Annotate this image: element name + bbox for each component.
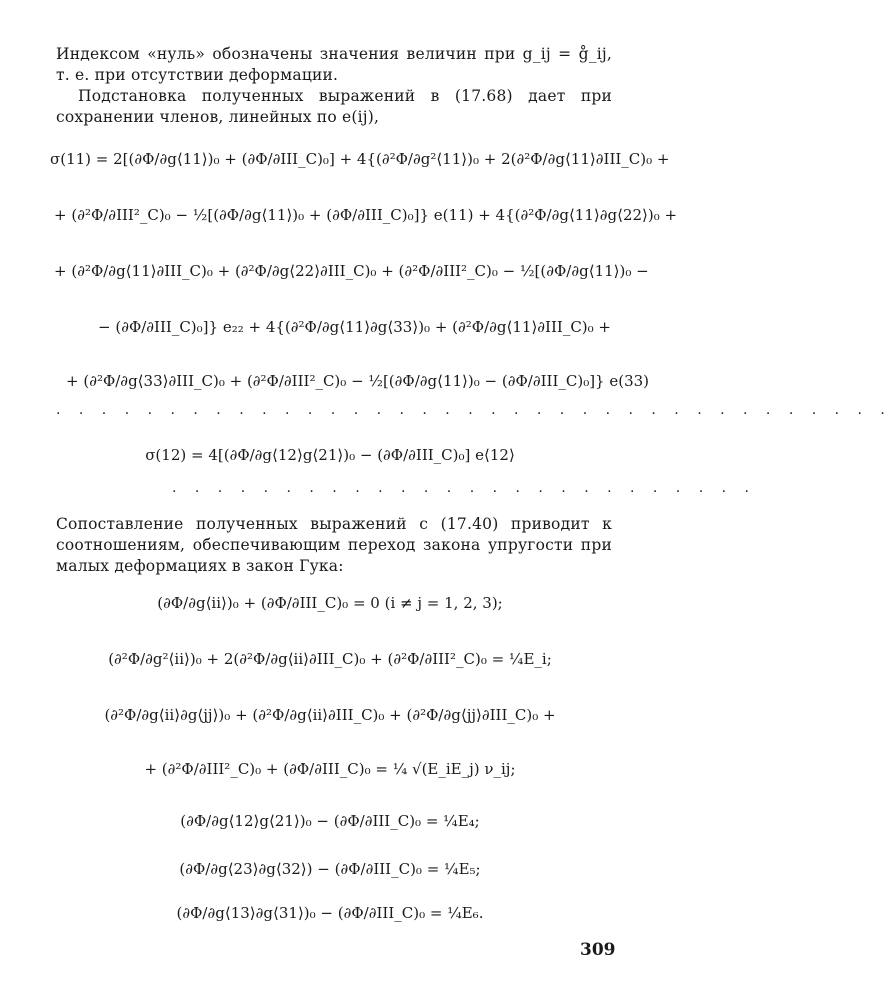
- paragraph-intro: Индексом «нуль» обозначены значения величин при g_ij = g̊_ij, т. е. при отсутствии деформации.: [56, 45, 612, 84]
- paragraph-substitution: Подстановка полученных выражений в (17.68) дает при сохранении членов, линейных по e(ij),: [56, 87, 612, 126]
- page-number: 309: [580, 940, 616, 960]
- equation-hooke-4: (∂Φ/∂g⟨12⟩g⟨21⟩)₀ − (∂Φ/∂III_C)₀ = ¼E₄;: [180, 812, 480, 830]
- equation-sigma11-line5: + (∂²Φ/∂g⟨33⟩∂III_C)₀ + (∂²Φ/∂III²_C)₀ − ½[(∂Φ/∂g⟨11⟩)₀ − (∂Φ/∂III_C)₀]} e(33): [66, 372, 650, 390]
- equation-sigma11-line1: σ(11) = 2[(∂Φ/∂g⟨11⟩)₀ + (∂Φ/∂III_C)₀] + 4{(∂²Φ/∂g²⟨11⟩)₀ + 2(∂²Φ/∂g⟨11⟩∂III_C)₀ +: [50, 150, 670, 168]
- equation-sigma12: σ(12) = 4[(∂Φ/∂g⟨12⟩g⟨21⟩)₀ − (∂Φ/∂III_C)₀] e⟨12⟩: [145, 446, 515, 464]
- separator-dots: . . . . . . . . . . . . . . . . . . . . . . . . . . . . . . . . . . . . .: [56, 402, 892, 418]
- separator-dots-short: . . . . . . . . . . . . . . . . . . . . . . . . . .: [172, 480, 756, 496]
- equation-hooke-3a: (∂²Φ/∂g⟨ii⟩∂g⟨jj⟩)₀ + (∂²Φ/∂g⟨ii⟩∂III_C)₀ + (∂²Φ/∂g⟨jj⟩∂III_C)₀ +: [104, 706, 556, 724]
- equation-hooke-6: (∂Φ/∂g⟨13⟩∂g⟨31⟩)₀ − (∂Φ/∂III_C)₀ = ¼E₆.: [176, 904, 484, 922]
- equation-sigma11-line2: + (∂²Φ/∂III²_C)₀ − ½[(∂Φ/∂g⟨11⟩)₀ + (∂Φ/∂III_C)₀]} e(11) + 4{(∂²Φ/∂g⟨11⟩∂g⟨22⟩)₀ +: [54, 206, 678, 224]
- equation-hooke-3b: + (∂²Φ/∂III²_C)₀ + (∂Φ/∂III_C)₀ = ¼ √(E_iE_j) ν_ij;: [144, 760, 516, 778]
- paragraph-hooke: Сопоставление полученных выражений с (17.40) приводит к соотношениям, обеспечивающим переход закона упругости при малых деформациях в закон Гука:: [56, 515, 612, 575]
- equation-sigma11-line4: − (∂Φ/∂III_C)₀]} e₂₂ + 4{(∂²Φ/∂g⟨11⟩∂g⟨33⟩)₀ + (∂²Φ/∂g⟨11⟩∂III_C)₀ +: [98, 318, 612, 336]
- equation-hooke-5: (∂Φ/∂g⟨23⟩∂g⟨32⟩) − (∂Φ/∂III_C)₀ = ¼E₅;: [179, 860, 481, 878]
- equation-sigma11-line3: + (∂²Φ/∂g⟨11⟩∂III_C)₀ + (∂²Φ/∂g⟨22⟩∂III_C)₀ + (∂²Φ/∂III²_C)₀ − ½[(∂Φ/∂g⟨11⟩)₀ −: [54, 262, 649, 280]
- equation-hooke-2: (∂²Φ/∂g²⟨ii⟩)₀ + 2(∂²Φ/∂g⟨ii⟩∂III_C)₀ + (∂²Φ/∂III²_C)₀ = ¼E_i;: [108, 650, 552, 668]
- equation-hooke-1: (∂Φ/∂g⟨ii⟩)₀ + (∂Φ/∂III_C)₀ = 0 (i ≠ j = 1, 2, 3);: [157, 594, 503, 612]
